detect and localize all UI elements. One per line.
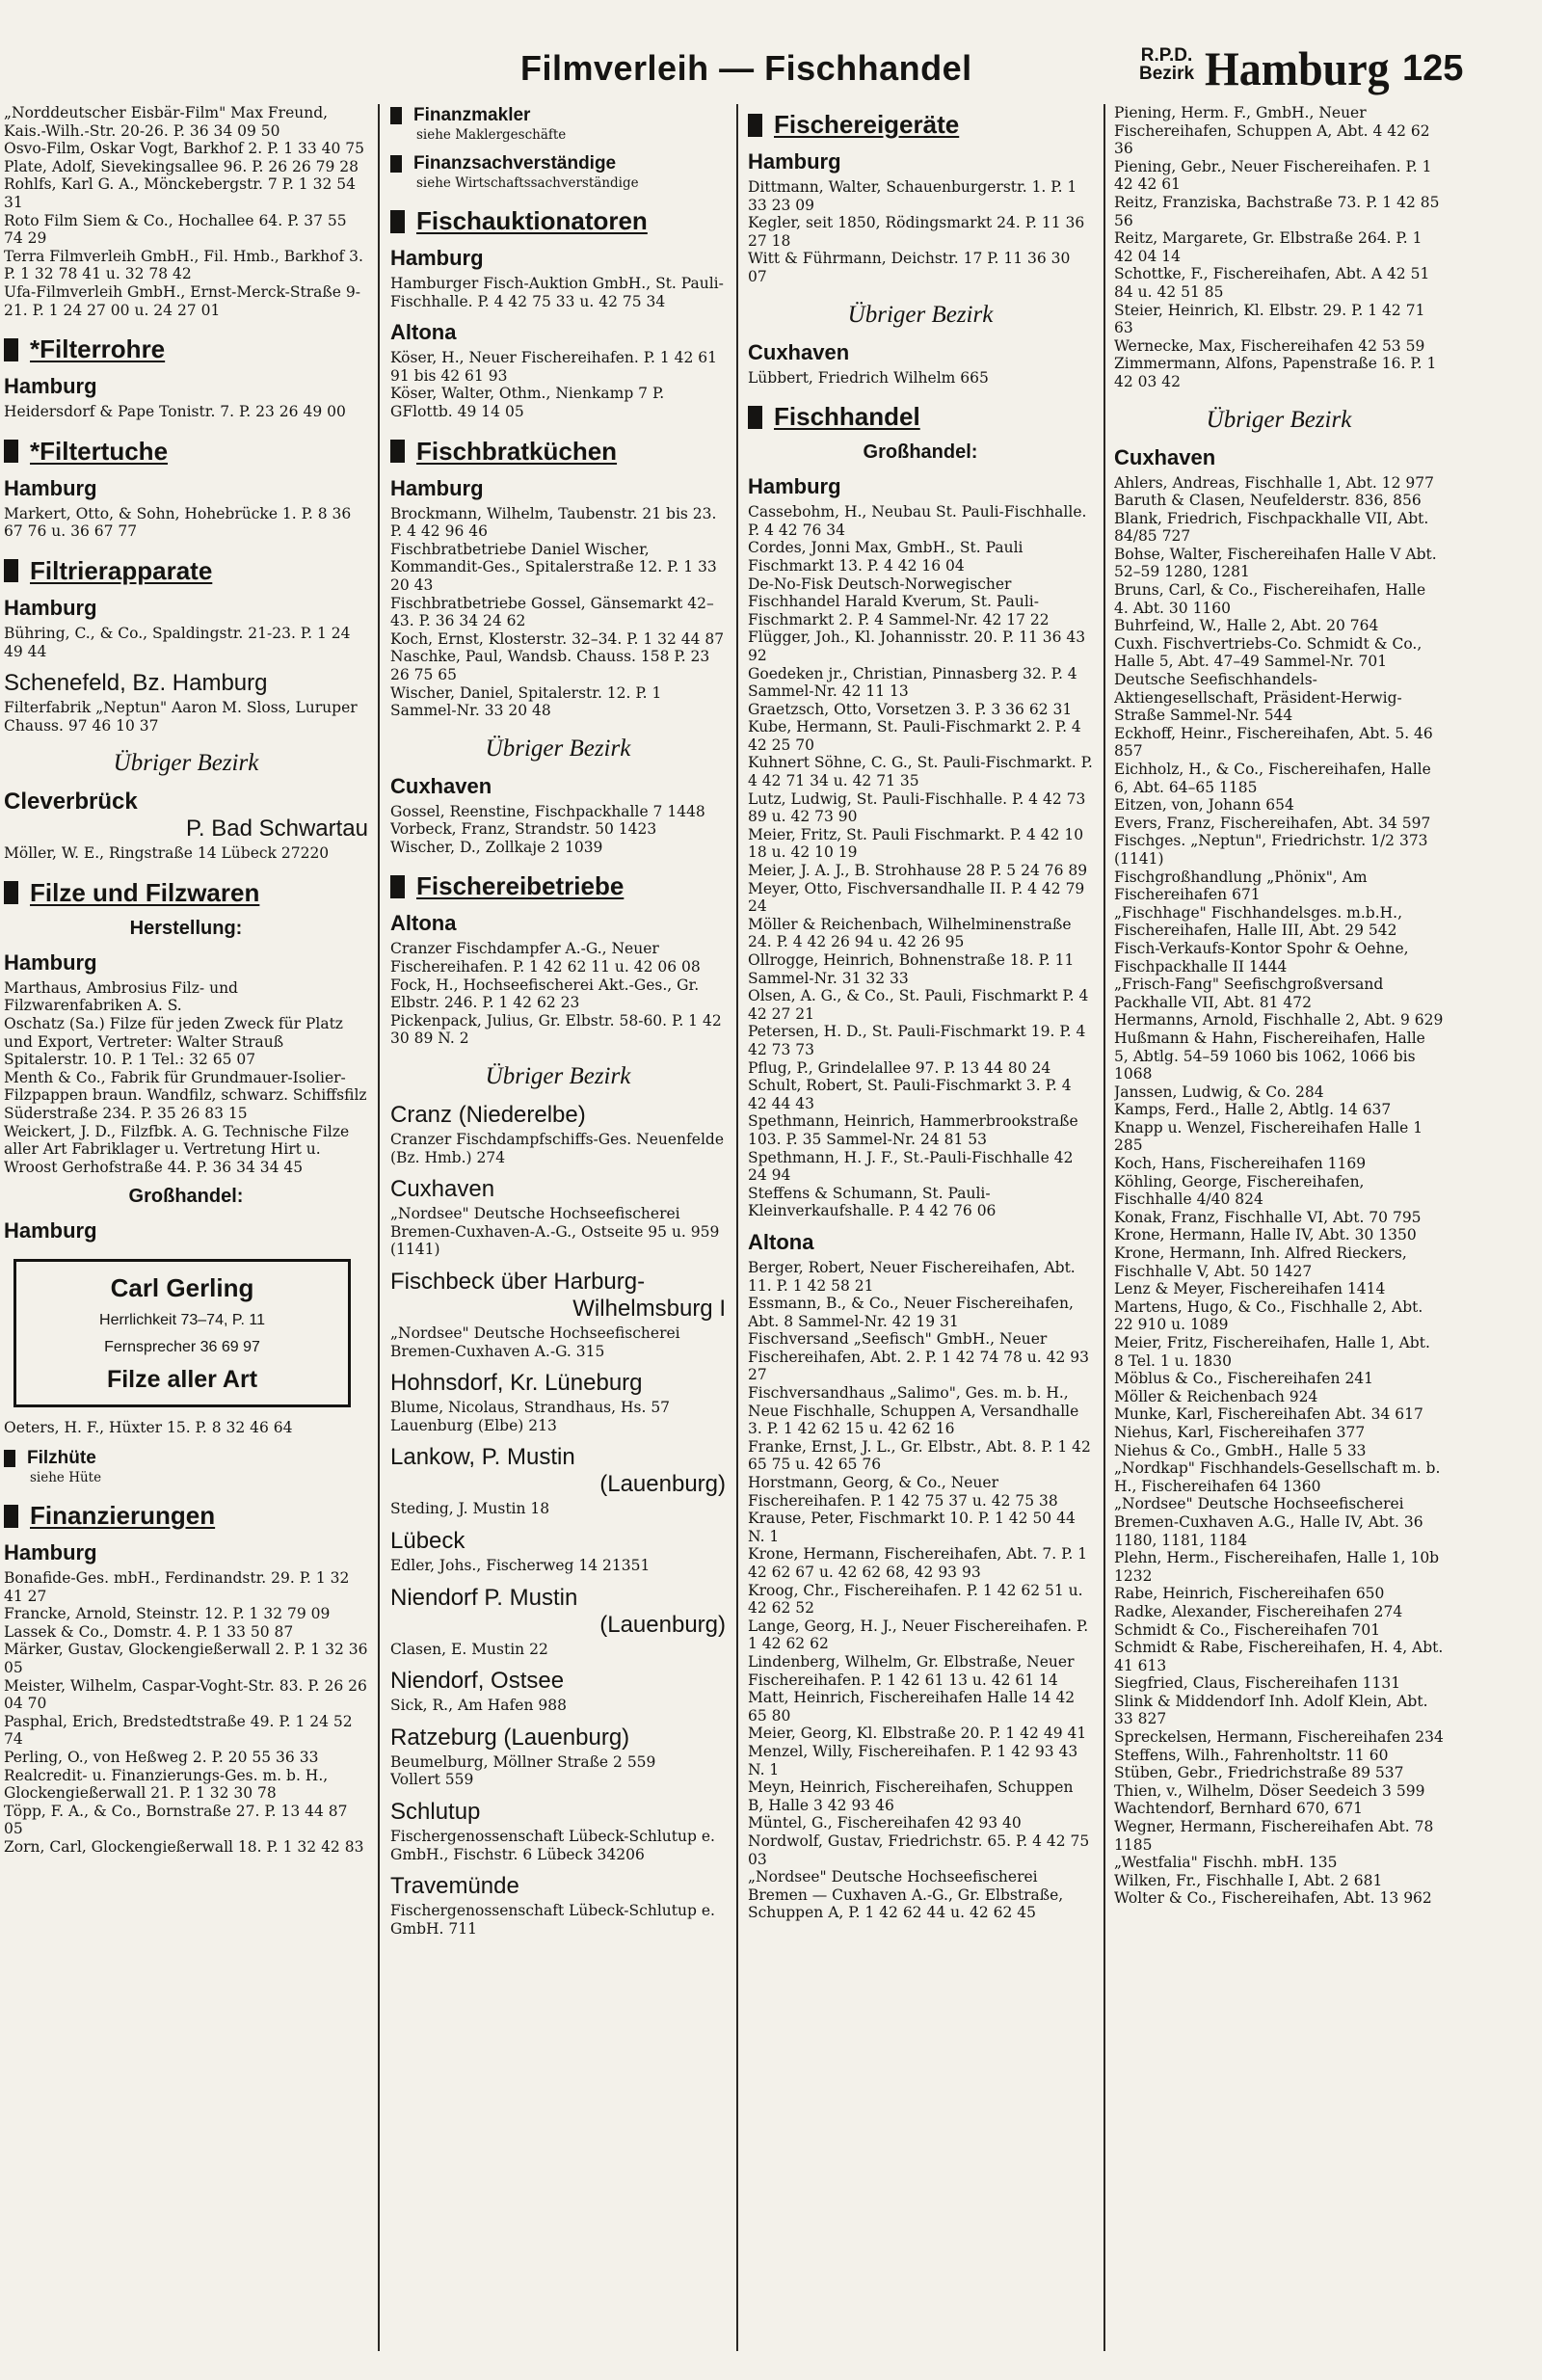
place-heading: Travemünde: [390, 1873, 519, 1900]
section-filtrierapparate: Filtrierapparate: [4, 556, 368, 586]
list-item: Slink & Middendorf Inh. Adolf Klein, Abt. 33 827: [1114, 1692, 1428, 1728]
list-item: Fock, H., Hochseefischerei Akt.-Ges., Gr. Elbstr. 246. P. 1 42 62 23: [390, 976, 700, 1012]
list-item: Pflug, P., Grindelallee 97. P. 13 44 80 24: [748, 1058, 1051, 1077]
list-item: Radke, Alexander, Fischereihafen 274: [1114, 1602, 1403, 1620]
column-divider: [1103, 104, 1105, 2351]
district-label: R.P.D. Bezirk: [1139, 45, 1195, 84]
list-item: Piening, Herm. F., GmbH., Neuer Fischereihafen, Schuppen A, Abt. 4 42 62 36: [1114, 104, 1430, 158]
place-heading: Lübeck: [390, 1527, 465, 1554]
list-item: Essmann, B., & Co., Neuer Fischereihafen, Abt. 8 Sammel-Nr. 42 19 31: [748, 1295, 1074, 1330]
list-item: Krone, Hermann, Inh. Alfred Rieckers, Fischhalle V, Abt. 50 1427: [1114, 1244, 1407, 1280]
city-heading: Cuxhaven: [748, 339, 850, 364]
ad-company-name: Carl Gerling: [110, 1273, 254, 1303]
column-2: [390, 104, 726, 2351]
list-item: Zimmermann, Alfons, Papenstraße 16. P. 1 42 03 42: [1114, 355, 1437, 390]
list-item: Eckhoff, Heinr., Fischereihafen, Abt. 5. 46 857: [1114, 724, 1433, 761]
entry-list: [4, 699, 368, 735]
list-item: Markert, Otto, & Sohn, Hohebrücke 1. P. 8 36 67 76 u. 36 67 77: [4, 504, 352, 541]
ad-address: Herrlichkeit 73–74, P. 11: [99, 1312, 265, 1329]
subheading: Herstellung:: [129, 917, 243, 939]
section-fischereibetriebe: Fischereibetriebe: [390, 871, 726, 901]
list-item: Wolter & Co., Fischereihafen, Abt. 13 962: [1114, 1889, 1432, 1908]
list-item: Kube, Hermann, St. Pauli-Fischmarkt 2. P. 4 42 25 70: [748, 718, 1081, 754]
entry-list: [4, 979, 368, 1177]
list-item: Lenz & Meyer, Fischereihafen 1414: [1114, 1280, 1386, 1298]
list-item: Evers, Franz, Fischereihafen, Abt. 34 597: [1114, 814, 1431, 832]
list-item: Krause, Peter, Fischmarkt 10. P. 1 42 50 44 N. 1: [748, 1510, 1076, 1545]
place-heading: Niendorf P. Mustin (Lauenburg): [390, 1584, 726, 1638]
list-item: „Nordsee" Deutsche Hochseefischerei Bremen-Cuxhaven A.-G. 315: [390, 1324, 680, 1360]
subheading: Großhandel:: [863, 441, 978, 464]
place-heading: Lankow, P. Mustin (Lauenburg): [390, 1444, 726, 1498]
list-item: Blume, Nicolaus, Strandhaus, Hs. 57 Lauenburg (Elbe) 213: [390, 1399, 671, 1434]
list-item: Fisch-Verkaufs-Kontor Spohr & Oehne, Fischpackhalle II 1444: [1114, 939, 1409, 976]
list-item: Lindenberg, Wilhelm, Gr. Elbstraße, Neuer Fischereihafen. P. 1 42 61 13 u. 42 61 14: [748, 1652, 1075, 1689]
subheading: Großhandel:: [128, 1186, 244, 1208]
list-item: Spethmann, H. J. F., St.-Pauli-Fischhalle 42 24 94: [748, 1148, 1074, 1185]
list-item: Roto Film Siem & Co., Hochallee 64. P. 37 55 74 29: [4, 211, 347, 248]
list-item: Plate, Adolf, Sievekingsallee 96. P. 26 26 79 28: [4, 157, 359, 175]
list-item: Siegfried, Claus, Fischereihafen 1131: [1114, 1674, 1401, 1693]
entry-list: [390, 1500, 726, 1518]
list-item: Heidersdorf & Pape Tonistr. 7. P. 23 26 49 00: [4, 403, 346, 421]
list-item: Blank, Friedrich, Fischpackhalle VII, Abt. 84/85 727: [1114, 509, 1429, 546]
entry-list: [390, 1324, 726, 1360]
list-item: Stüben, Gebr., Friedrichstraße 89 537: [1114, 1764, 1404, 1782]
list-item: Wischer, Daniel, Spitalerstr. 12. P. 1 Sammel-Nr. 33 20 48: [390, 683, 662, 720]
list-item: Rabe, Heinrich, Fischereihafen 650: [1114, 1585, 1385, 1603]
city-heading: Hamburg: [390, 475, 484, 500]
place-heading: Fischbeck über Harburg- Wilhelmsburg I: [390, 1269, 726, 1322]
list-item: Menth & Co., Fabrik für Grundmauer-Isolier-Filzpappen braun. Wandfilz, schwarz. Schiffsfilz Süderstraße 234. P. 35 26 83 15: [4, 1068, 367, 1123]
list-item: Meier, J. A. J., B. Strohhause 28 P. 5 24 76 89: [748, 862, 1088, 880]
list-item: „Norddeutscher Eisbär-Film" Max Freund, Kais.-Wilh.-Str. 20-26. P. 36 34 09 50: [4, 104, 329, 140]
list-item: Weickert, J. D., Filzfbk. A. G. Technische Filze aller Art Fabriklager u. Vertretung Hirt u. Wroost Gerhofstraße 44. P. 36 34 34 45: [4, 1122, 350, 1176]
list-item: Fischergenossenschaft Lübeck-Schlutup e. GmbH., Fischstr. 6 Lübeck 34206: [390, 1827, 715, 1863]
list-item: Horstmann, Georg, & Co., Neuer Fischereihafen. P. 1 42 75 37 u. 42 75 38: [748, 1474, 1058, 1510]
entry-list: [390, 349, 726, 420]
place-heading: Schenefeld, Bz. Hamburg: [4, 670, 268, 697]
page-header: [0, 41, 1542, 102]
list-item: Köhling, George, Fischereihafen, Fischhalle 4/40 824: [1114, 1172, 1365, 1209]
list-item: Köser, Walter, Othm., Nienkamp 7 P. GFlottb. 49 14 05: [390, 385, 665, 420]
list-item: Cassebohm, H., Neubau St. Pauli-Fischhalle. P. 4 42 76 34: [748, 503, 1087, 539]
city-heading: Hamburg: [390, 246, 484, 270]
list-item: Flügger, Joh., Kl. Johannisstr. 20. P. 11 36 43 92: [748, 628, 1086, 664]
entry-list: [4, 104, 368, 319]
list-item: Martens, Hugo, & Co., Fischhalle 2, Abt. 22 910 u. 1089: [1114, 1297, 1423, 1334]
list-item: Olsen, A. G., & Co., St. Pauli, Fischmarkt P. 4 42 27 21: [748, 987, 1089, 1023]
list-item: „Nordkap" Fischhandels-Gesellschaft m. b. H., Fischereihafen 64 1360: [1114, 1459, 1441, 1495]
list-item: Reitz, Franziska, Bachstraße 73. P. 1 42 85 56: [1114, 193, 1440, 229]
city-heading: Altona: [390, 320, 457, 345]
region-heading: Übriger Bezirk: [113, 750, 259, 777]
list-item: Steding, J. Mustin 18: [390, 1500, 550, 1518]
entry-list: [748, 369, 1093, 388]
list-item: Terra Filmverleih GmbH., Fil. Hmb., Barkhof 3. P. 1 32 78 41 u. 32 78 42: [4, 247, 363, 283]
list-item: Lassek & Co., Domstr. 4. P. 1 33 50 87: [4, 1622, 294, 1641]
list-item: Koch, Hans, Fischereihafen 1169: [1114, 1155, 1367, 1173]
entry-list: [390, 1902, 726, 1938]
list-item: Bonafide-Ges. mbH., Ferdinandstr. 29. P. 1 32 41 27: [4, 1569, 350, 1605]
entry-list: [4, 625, 368, 660]
list-item: Ufa-Filmverleih GmbH., Ernst-Merck-Straße 9-21. P. 1 24 27 00 u. 24 27 01: [4, 282, 360, 319]
list-item: Sick, R., Am Hafen 988: [390, 1697, 567, 1715]
section-fischereigeraete: Fischereigeräte: [748, 110, 1093, 140]
entry-list: [390, 1399, 726, 1434]
column-3: [748, 104, 1093, 2351]
city-heading: Hamburg: [4, 475, 97, 500]
column-4: [1114, 104, 1444, 2351]
list-item: Beumelburg, Möllner Straße 2 559: [390, 1752, 656, 1771]
list-item: Filterfabrik „Neptun" Aaron M. Sloss, Luruper Chauss. 97 46 10 37: [4, 699, 358, 735]
list-item: Witt & Führmann, Deichstr. 17 P. 11 36 30 07: [748, 250, 1071, 285]
entry-list: [390, 1131, 726, 1166]
list-item: Vollert 559: [390, 1771, 474, 1789]
list-item: Möblus & Co., Fischereihafen 241: [1114, 1370, 1374, 1388]
list-item: Fischbratbetriebe Gossel, Gänsemarkt 42–43. P. 36 34 24 62: [390, 594, 714, 630]
list-item: Nordwolf, Gustav, Friedrichstr. 65. P. 4 42 75 03: [748, 1832, 1090, 1868]
list-item: Deutsche Seefischhandels-Aktiengesellschaft, Präsident-Herwig-Straße Sammel-Nr. 544: [1114, 671, 1402, 725]
city-heading: Hamburg: [748, 474, 841, 499]
city-heading: Hamburg: [4, 595, 97, 620]
list-item: Fischversand „Seefisch" GmbH., Neuer Fischereihafen, Abt. 2. P. 1 42 74 78 u. 42 93 27: [748, 1330, 1090, 1384]
list-item: Vorbeck, Franz, Strandstr. 50 1423: [390, 820, 657, 839]
city-heading: Cuxhaven: [390, 773, 492, 798]
column-divider: [736, 104, 738, 2351]
column-1: [4, 104, 368, 2351]
section-filterrohre: *Filterrohre: [4, 334, 368, 364]
list-item: Hermanns, Arnold, Fischhalle 2, Abt. 9 629: [1114, 1011, 1444, 1030]
list-item: Fischbratbetriebe Daniel Wischer, Kommandit-Ges., Spitalerstraße 12. P. 1 33 20 43: [390, 540, 717, 594]
list-item: Spethmann, Heinrich, Hammerbrookstraße 103. P. 35 Sammel-Nr. 24 81 53: [748, 1112, 1078, 1148]
list-item: Wilken, Fr., Fischhalle I, Abt. 2 681: [1114, 1871, 1383, 1889]
list-item: Meier, Fritz, St. Pauli Fischmarkt. P. 4 42 10 18 u. 42 10 19: [748, 825, 1084, 862]
place-heading: Ratzeburg (Lauenburg): [390, 1724, 630, 1751]
section-filzhuete: Filzhüte: [4, 1447, 368, 1470]
entry-list: [390, 1697, 726, 1715]
list-item: Schottke, F., Fischereihafen, Abt. A 42 51 84 u. 42 51 85: [1114, 265, 1430, 301]
list-item: Meier, Georg, Kl. Elbstraße 20. P. 1 42 49 41: [748, 1725, 1087, 1743]
entry-list: [4, 505, 368, 541]
ad-phone: Fernsprecher 36 69 97: [104, 1339, 260, 1356]
section-finanzierungen: Finanzierungen: [4, 1501, 368, 1531]
list-item: „Nordsee" Deutsche Hochseefischerei Bremen-Cuxhaven-A.-G., Ostseite 95 u. 959 (1141): [390, 1205, 720, 1259]
list-item: Oschatz (Sa.) Filze für jeden Zweck für Platz und Export, Vertreter: Walter Strauß Spitalerstr. 10. P. 1 Tel.: 32 65 07: [4, 1015, 343, 1069]
city-heading: Hamburg: [4, 374, 97, 399]
list-item: Ahlers, Andreas, Fischhalle 1, Abt. 12 977: [1114, 473, 1434, 492]
list-item: Schult, Robert, St. Pauli-Fischmarkt 3. P. 4 42 44 43: [748, 1077, 1072, 1112]
list-item: Thien, v., Wilhelm, Döser Seedeich 3 599: [1114, 1781, 1425, 1800]
list-item: Realcredit- u. Finanzierungs-Ges. m. b. H., Glockengießerwall 21. P. 1 32 30 78: [4, 1766, 329, 1803]
list-item: Baruth & Clasen, Neufelderstr. 836, 856: [1114, 492, 1422, 510]
list-item: Fischergenossenschaft Lübeck-Schlutup e. GmbH. 711: [390, 1902, 715, 1938]
place-heading: Cuxhaven: [390, 1176, 495, 1203]
list-item: Wachtendorf, Bernhard 670, 671: [1114, 1800, 1364, 1818]
entry-list: [748, 503, 1093, 1220]
entry-list: [390, 1557, 726, 1575]
list-item: Wischer, D., Zollkaje 2 1039: [390, 838, 603, 856]
see-also: siehe Hüte: [30, 1470, 102, 1485]
list-item: Kuhnert Söhne, C. G., St. Pauli-Fischmarkt. P. 4 42 71 34 u. 42 71 35: [748, 754, 1093, 790]
list-item: Hamburger Fisch-Auktion GmbH., St. Pauli-Fischhalle. P. 4 42 75 33 u. 42 75 34: [390, 275, 724, 310]
list-item: Osvo-Film, Oskar Vogt, Barkhof 2. P. 1 33 40 75: [4, 140, 365, 158]
list-item: Francke, Arnold, Steinstr. 12. P. 1 32 79 09: [4, 1605, 331, 1623]
list-item: Steier, Heinrich, Kl. Elbstr. 29. P. 1 42 71 63: [1114, 301, 1425, 337]
city-heading: Hamburg: [4, 1218, 97, 1243]
list-item: Goedeken jr., Christian, Pinnasberg 32. P. 4 Sammel-Nr. 42 11 13: [748, 664, 1077, 701]
list-item: Graetzsch, Otto, Vorsetzen 3. P. 3 36 62 31: [748, 700, 1073, 718]
list-item: Möller, W. E., Ringstraße 14 Lübeck 27220: [4, 844, 330, 863]
list-item: „Nordsee" Deutsche Hochseefischerei Bremen-Cuxhaven A.G., Halle IV, Abt. 36 1180, 1181, 1184: [1114, 1495, 1423, 1549]
entry-list: [390, 1753, 726, 1789]
entry-list: [748, 1259, 1093, 1922]
region-heading: Übriger Bezirk: [485, 735, 631, 762]
list-item: Lübbert, Friedrich Wilhelm 665: [748, 368, 989, 387]
entry-list: [4, 1569, 368, 1857]
list-item: Fischgroßhandlung „Phönix", Am Fischereihafen 671: [1114, 868, 1368, 904]
list-item: Töpp, F. A., & Co., Bornstraße 27. P. 13 44 87 05: [4, 1802, 348, 1838]
list-item: Wegner, Hermann, Fischereihafen Abt. 78 1185: [1114, 1818, 1434, 1854]
list-item: Möller & Reichenbach 924: [1114, 1387, 1318, 1405]
place-heading: Cranz (Niederelbe): [390, 1102, 586, 1129]
list-item: Möller & Reichenbach, Wilhelminenstraße 24. P. 4 42 26 94 u. 42 26 95: [748, 915, 1072, 951]
region-heading: Übriger Bezirk: [1206, 406, 1352, 433]
list-item: Knapp u. Wenzel, Fischereihafen Halle 1 285: [1114, 1118, 1423, 1155]
section-finanzmakler: Finanzmakler: [390, 104, 726, 127]
list-item: Lutz, Ludwig, St. Pauli-Fischhalle. P. 4 42 73 89 u. 42 73 90: [748, 789, 1086, 826]
entry-list: [390, 803, 726, 857]
place-heading: Schlutup: [390, 1798, 481, 1825]
section-finanzsach: Finanzsachverständige: [390, 152, 726, 175]
list-item: Clasen, E. Mustin 22: [390, 1640, 548, 1658]
list-item: Brockmann, Wilhelm, Taubenstr. 21 bis 23. P. 4 42 96 46: [390, 504, 717, 541]
list-item: Kegler, seit 1850, Rödingsmarkt 24. P. 11 36 27 18: [748, 214, 1085, 250]
list-item: „Westfalia" Fischh. mbH. 135: [1114, 1854, 1338, 1872]
section-filze: Filze und Filzwaren: [4, 878, 368, 908]
list-item: Rohlfs, Karl G. A., Mönckebergstr. 7 P. 1 32 54 31: [4, 175, 356, 211]
list-item: Reitz, Margarete, Gr. Elbstraße 264. P. 1 42 04 14: [1114, 229, 1422, 265]
list-item: Ollrogge, Heinrich, Bohnenstraße 18. P. 11 Sammel-Nr. 31 32 33: [748, 951, 1075, 987]
list-item: Hußmann & Hahn, Fischereihafen, Halle 5, Abtlg. 54–59 1060 bis 1062, 1066 bis 1068: [1114, 1029, 1425, 1083]
list-item: Konak, Franz, Fischhalle VI, Abt. 70 795: [1114, 1208, 1422, 1226]
section-filtertuche: *Filtertuche: [4, 437, 368, 467]
list-item: Gossel, Reenstine, Fischpackhalle 7 1448: [390, 802, 705, 820]
list-item: Dittmann, Walter, Schauenburgerstr. 1. P. 1 33 23 09: [748, 178, 1077, 214]
city-heading: Hamburg: [748, 149, 841, 174]
list-item: Steffens, Wilh., Fahrenholtstr. 11 60: [1114, 1746, 1389, 1764]
list-item: „Frisch-Fang" Seefischgroßversand Packhalle VII, Abt. 81 472: [1114, 976, 1384, 1011]
list-item: Bruns, Carl, & Co., Fischereihafen, Halle 4. Abt. 30 1160: [1114, 581, 1426, 617]
list-item: „Nordsee" Deutsche Hochseefischerei Bremen — Cuxhaven A.-G., Gr. Elbstraße, Schuppen A, P. 1 42 62 44 u. 42 62 45: [748, 1868, 1064, 1922]
list-item: De-No-Fisk Deutsch-Norwegischer Fischhandel Harald Kverum, St. Pauli-Fischmarkt 2. P. 4 Sammel-Nr. 42 17 22: [748, 575, 1050, 628]
region-heading: Übriger Bezirk: [485, 1063, 631, 1090]
list-item: Matt, Heinrich, Fischereihafen Halle 14 42 65 80: [748, 1689, 1076, 1725]
place-heading: Cleverbrück P. Bad Schwartau: [4, 789, 368, 842]
list-item: Pickenpack, Julius, Gr. Elbstr. 58-60. P. 1 42 30 89 N. 2: [390, 1011, 722, 1048]
list-item: Perling, O., von Heßweg 2. P. 20 55 36 33: [4, 1748, 319, 1766]
list-item: Meier, Fritz, Fischereihafen, Halle 1, Abt. 8 Tel. 1 u. 1830: [1114, 1334, 1430, 1370]
city-heading: Cuxhaven: [1114, 444, 1216, 469]
list-item: Köser, H., Neuer Fischereihafen. P. 1 42 61 91 bis 42 61 93: [390, 349, 718, 385]
section-fischhandel: Fischhandel: [748, 402, 1093, 432]
entry-list: [748, 178, 1093, 286]
entry-list: [390, 940, 726, 1048]
list-item: Fischversandhaus „Salimo", Ges. m. b. H., Neue Fischhalle, Schuppen A, Versandhalle 3. P. 1 42 62 15 u. 42 62 16: [748, 1384, 1079, 1438]
list-item: Meyn, Heinrich, Fischereihafen, Schuppen B, Halle 3 42 93 46: [748, 1778, 1074, 1814]
city-heading: Hamburg: [4, 949, 97, 975]
entry-list: [4, 1419, 368, 1437]
list-item: Spreckelsen, Hermann, Fischereihafen 234: [1114, 1728, 1444, 1747]
page-number: 125: [1402, 48, 1464, 89]
entry-list: [390, 505, 726, 720]
list-item: Cuxh. Fischvertriebs-Co. Schmidt & Co., Halle 5, Abt. 47–49 Sammel-Nr. 701: [1114, 634, 1422, 671]
list-item: Buhrfeind, W., Halle 2, Abt. 20 764: [1114, 617, 1379, 635]
list-item: Lange, Georg, H. J., Neuer Fischereihafen. P. 1 42 62 62: [748, 1617, 1089, 1653]
list-item: Plehn, Herm., Fischereihafen, Halle 1, 10b 1232: [1114, 1549, 1440, 1585]
city-heading: Hamburg: [4, 1540, 97, 1564]
header-city: Hamburg: [1205, 41, 1390, 95]
section-fischauktionatoren: Fischauktionatoren: [390, 206, 726, 236]
list-item: Niehus, Karl, Fischereihafen 377: [1114, 1423, 1366, 1441]
list-item: Fischges. „Neptun", Friedrichstr. 1/2 373 (1141): [1114, 832, 1428, 868]
ad-slogan: Filze aller Art: [106, 1366, 258, 1394]
city-heading: Altona: [390, 911, 457, 936]
list-item: „Fischhage" Fischhandelsges. m.b.H., Fischereihafen, Halle III, Abt. 29 542: [1114, 903, 1403, 940]
entry-list: [390, 275, 726, 310]
list-item: Edler, Johs., Fischerweg 14 21351: [390, 1556, 651, 1574]
list-item: Kroog, Chr., Fischereihafen. P. 1 42 62 51 u. 42 62 52: [748, 1581, 1083, 1618]
list-item: Naschke, Paul, Wandsb. Chauss. 158 P. 23 26 75 65: [390, 648, 710, 683]
column-divider: [378, 104, 380, 2351]
list-item: Cordes, Jonni Max, GmbH., St. Pauli Fischmarkt 13. P. 4 42 16 04: [748, 539, 1024, 575]
region-heading: Übriger Bezirk: [847, 301, 994, 328]
place-heading: Hohnsdorf, Kr. Lüneburg: [390, 1370, 643, 1397]
list-item: Bühring, C., & Co., Spaldingstr. 21-23. P. 1 24 49 44: [4, 624, 351, 660]
list-item: Cranzer Fischdampfer A.-G., Neuer Fischereihafen. P. 1 42 62 11 u. 42 06 08: [390, 940, 701, 976]
list-item: Janssen, Ludwig, & Co. 284: [1114, 1083, 1324, 1101]
see-also: siehe Wirtschaftssachverständige: [416, 175, 639, 191]
list-item: Cranzer Fischdampfschiffs-Ges. Neuenfelde (Bz. Hmb.) 274: [390, 1131, 724, 1166]
list-item: Steffens & Schumann, St. Pauli-Kleinverkaufshalle. P. 4 42 76 06: [748, 1184, 997, 1220]
list-item: Müntel, G., Fischereihafen 42 93 40: [748, 1814, 1022, 1832]
list-item: Kamps, Ferd., Halle 2, Abtlg. 14 637: [1114, 1101, 1392, 1119]
list-item: Niehus & Co., GmbH., Halle 5 33: [1114, 1441, 1367, 1459]
list-item: Meister, Wilhelm, Caspar-Voght-Str. 83. P. 26 26 04 70: [4, 1676, 367, 1713]
list-item: Märker, Gustav, Glockengießerwall 2. P. 1 32 36 05: [4, 1641, 368, 1676]
list-item: Marthaus, Ambrosius Filz- und Filzwarenfabriken A. S.: [4, 978, 238, 1015]
page-title: Filmverleih — Fischhandel: [520, 48, 972, 88]
list-item: Schmidt & Rabe, Fischereihafen, H. 4, Abt. 41 613: [1114, 1639, 1444, 1674]
list-item: Schmidt & Co., Fischereihafen 701: [1114, 1620, 1381, 1639]
list-item: Bohse, Walter, Fischereihafen Halle V Abt. 52–59 1280, 1281: [1114, 545, 1437, 581]
list-item: Pasphal, Erich, Bredstedtstraße 49. P. 1 24 52 74: [4, 1712, 353, 1749]
place-heading: Niendorf, Ostsee: [390, 1668, 565, 1695]
list-item: Krone, Hermann, Halle IV, Abt. 30 1350: [1114, 1226, 1417, 1244]
list-item: Piening, Gebr., Neuer Fischereihafen. P. 1 42 42 61: [1114, 157, 1432, 194]
list-item: Meyer, Otto, Fischversandhalle II. P. 4 42 79 24: [748, 879, 1085, 916]
list-item: Menzel, Willy, Fischereihafen. P. 1 42 93 43 N. 1: [748, 1742, 1078, 1778]
entry-list: [4, 844, 368, 863]
list-item: Munke, Karl, Fischereihafen Abt. 34 617: [1114, 1405, 1423, 1424]
list-item: Petersen, H. D., St. Pauli-Fischmarkt 19. P. 4 42 73 73: [748, 1023, 1086, 1058]
entry-list: [390, 1205, 726, 1259]
advertisement-box: [13, 1259, 351, 1407]
list-item: Eichholz, H., & Co., Fischereihafen, Halle 6, Abt. 64–65 1185: [1114, 761, 1431, 796]
entry-list: [1114, 474, 1444, 1909]
entry-list: [390, 1641, 726, 1659]
list-item: Wernecke, Max, Fischereihafen 42 53 59: [1114, 336, 1425, 355]
entry-list: [1114, 104, 1444, 391]
list-item: Berger, Robert, Neuer Fischereihafen, Abt. 11. P. 1 42 58 21: [748, 1258, 1076, 1295]
list-item: Zorn, Carl, Glockengießerwall 18. P. 1 32 42 83: [4, 1837, 364, 1856]
list-item: Eitzen, von, Johann 654: [1114, 796, 1294, 815]
list-item: Koch, Ernst, Klosterstr. 32–34. P. 1 32 44 87: [390, 629, 725, 648]
entry-list: [4, 403, 368, 421]
city-heading: Altona: [748, 1229, 814, 1254]
list-item: Krone, Hermann, Fischereihafen, Abt. 7. P. 1 42 62 67 u. 42 62 68, 42 93 93: [748, 1545, 1088, 1581]
section-fischbratkuechen: Fischbratküchen: [390, 437, 726, 467]
list-item: Oeters, H. F., Hüxter 15. P. 8 32 46 64: [4, 1419, 293, 1437]
see-also: siehe Maklergeschäfte: [416, 127, 567, 143]
list-item: Franke, Ernst, J. L., Gr. Elbstr., Abt. 8. P. 1 42 65 75 u. 42 65 76: [748, 1437, 1091, 1474]
entry-list: [390, 1828, 726, 1863]
